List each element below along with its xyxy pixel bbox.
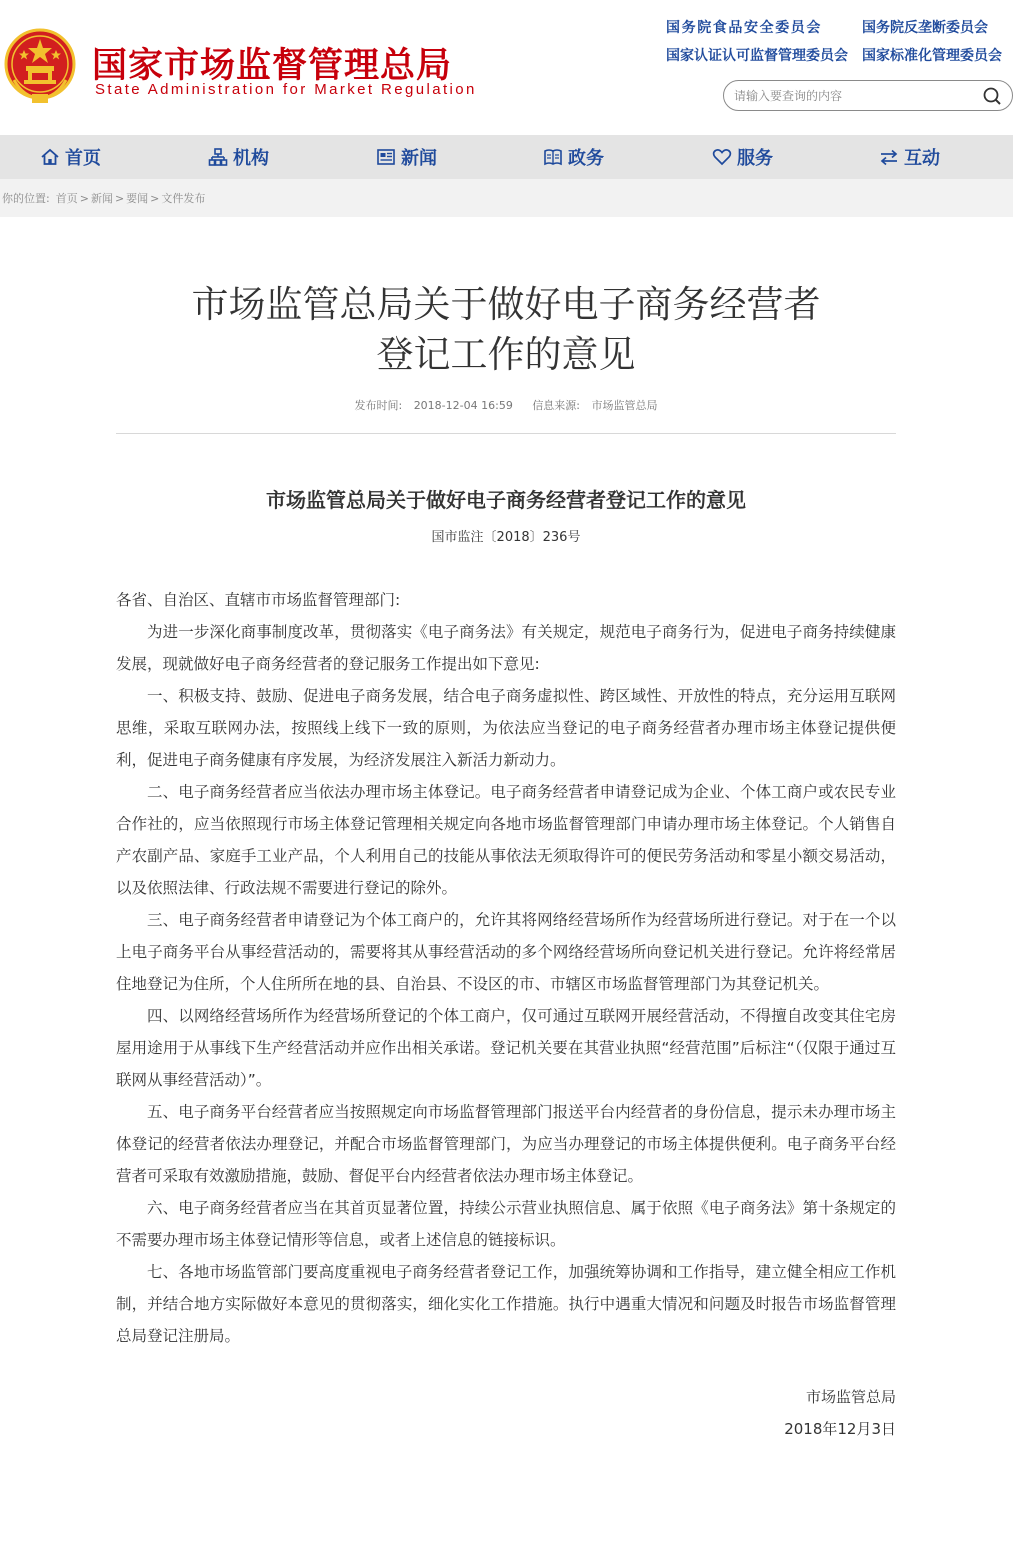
paragraph-6: 六、电子商务经营者应当在其首页显著位置，持续公示营业执照信息、属于依照《电子商务法》第十条规定的不需要办理市场主体登记情形等信息，或者上述信息的链接标识。 [116,1199,896,1249]
heart-icon [712,147,732,167]
newspaper-icon [376,147,396,167]
article-title [116,280,896,380]
main-nav [0,135,1013,179]
salutation: 各省、自治区、直辖市市场监督管理部门: [116,591,401,609]
breadcrumb-separator: > [79,191,89,205]
document-title: 市场监管总局关于做好电子商务经营者登记工作的意见 [266,488,746,512]
breadcrumb [0,179,1013,217]
paragraph-3: 三、电子商务经营者申请登记为个体工商户的，允许其将网络经营场所作为经营场所进行登记。对于在一个以上电子商务平台从事经营活动的，需要将其从事经营活动的多个网络经营场所向登记机关进行登记。允许将经常居住地登记为住所，个人住所所在地的县、自治县、不设区的市、市辖区市场监督管理部门为其登记机关。 [116,911,896,993]
nav-item-government-affairs[interactable] [543,135,604,179]
breadcrumb-item-home[interactable]: 首页 [55,192,78,205]
site-header [0,0,1013,135]
article-body [116,584,896,1352]
search-box [723,80,1013,111]
committee-link-anti-monopoly[interactable]: 国务院反垄断委员会 [862,20,988,36]
signature-organization: 市场监管总局 [805,1388,896,1406]
paragraph-4: 四、以网络经营场所作为经营场所登记的个体工商户，仅可通过互联网开展经营活动，不得擅自改变其住宅房屋用途用于从事线下生产经营活动并应作出相关承诺。登记机关要在其营业执照“经营范围”后标注“（仅限于通过互联网从事经营活动）”。 [116,1007,896,1089]
breadcrumb-item-news[interactable]: 新闻 [90,192,113,205]
document-number: 国市监注〔2018〕236号 [431,530,581,545]
nav-label-government-affairs: 政务 [568,148,604,169]
source: 市场监管总局 [591,399,658,412]
site-title[interactable]: 国家市场监督管理总局 [92,46,453,86]
nav-item-services[interactable] [712,135,773,179]
nav-label-institutions: 机构 [233,148,269,169]
paragraph-1: 一、积极支持、鼓励、促进电子商务发展，结合电子商务虚拟性、跨区域性、开放性的特点，充分运用互联网思维，采取互联网办法，按照线上线下一致的原则，为依法应当登记的电子商务经营者办理市场主体登记提供便利，促进电子商务健康有序发展，为经济发展注入新活力新动力。 [116,687,896,769]
committee-link-food-safety[interactable]: 国务院食品安全委员会 [666,20,822,36]
committee-link-standardization[interactable]: 国家标准化管理委员会 [862,48,1002,64]
nav-item-institutions[interactable] [208,135,269,179]
breadcrumb-item-important-news[interactable]: 要闻 [126,192,149,205]
org-chart-icon [208,147,228,167]
paragraph-5: 五、电子商务平台经营者应当按照规定向市场监督管理部门报送平台内经营者的身份信息，提示未办理市场主体登记的经营者依法办理登记，并配合市场监督管理部门，为应当办理登记的市场主体提供便利。电子商务平台经营者可采取有效激励措施，鼓励、督促平台内经营者依法办理市场主体登记。 [116,1103,896,1185]
paragraph-7: 七、各地市场监管部门要高度重视电子商务经营者登记工作，加强统筹协调和工作指导，建立健全相应工作机制，并结合地方实际做好本意见的贯彻落实，细化实化工作措施。执行中遇重大情况和问题及时报告市场监督管理总局登记注册局。 [116,1263,896,1345]
nav-label-services: 服务 [737,148,773,169]
paragraph-intro: 为进一步深化商事制度改革，贯彻落实《电子商务法》有关规定，规范电子商务行为，促进电子商务持续健康发展，现就做好电子商务经营者的登记服务工作提出如下意见: [116,623,896,673]
nav-item-home[interactable] [40,135,101,179]
nav-label-news: 新闻 [401,148,437,169]
breadcrumb-item-document-release[interactable]: 文件发布 [161,192,206,205]
breadcrumb-prefix: 你的位置: [2,192,50,205]
site-subtitle: State Administration for Market Regulation [95,81,477,98]
article-title-line-1: 市场监管总局关于做好电子商务经营者 [191,283,821,326]
nav-label-home: 首页 [65,148,101,169]
article-title-line-2: 登记工作的意见 [376,333,636,376]
source-label: 信息来源: [532,399,581,412]
nav-item-news[interactable] [376,135,437,179]
nav-label-interaction: 互动 [904,148,940,169]
publish-time-label: 发布时间: [354,399,403,412]
search-icon[interactable] [982,86,1002,106]
swap-arrows-icon [879,147,899,167]
search-input[interactable] [734,86,974,106]
article-meta [116,397,896,413]
home-icon [40,147,60,167]
title-divider [116,433,896,434]
paragraph-2: 二、电子商务经营者应当依法办理市场主体登记。电子商务经营者申请登记成为企业、个体工商户或农民专业合作社的，应当依照现行市场主体登记管理相关规定向各地市场监督管理部门申请办理市场主体登记。个人销售自产农副产品、家庭手工业产品，个人利用自己的技能从事依法无须取得许可的便民劳务活动和零星小额交易活动，以及依照法律、行政法规不需要进行登记的除外。 [116,783,896,897]
breadcrumb-separator: > [150,191,160,205]
publish-time: 2018-12-04 16:59 [413,399,513,412]
committee-link-certification[interactable]: 国家认证认可监督管理委员会 [666,48,848,64]
signature-date: 2018年12月3日 [784,1420,896,1438]
document-book-icon [543,147,563,167]
national-emblem-icon[interactable] [4,28,76,104]
breadcrumb-separator: > [114,191,125,205]
nav-item-interaction[interactable] [879,135,940,179]
